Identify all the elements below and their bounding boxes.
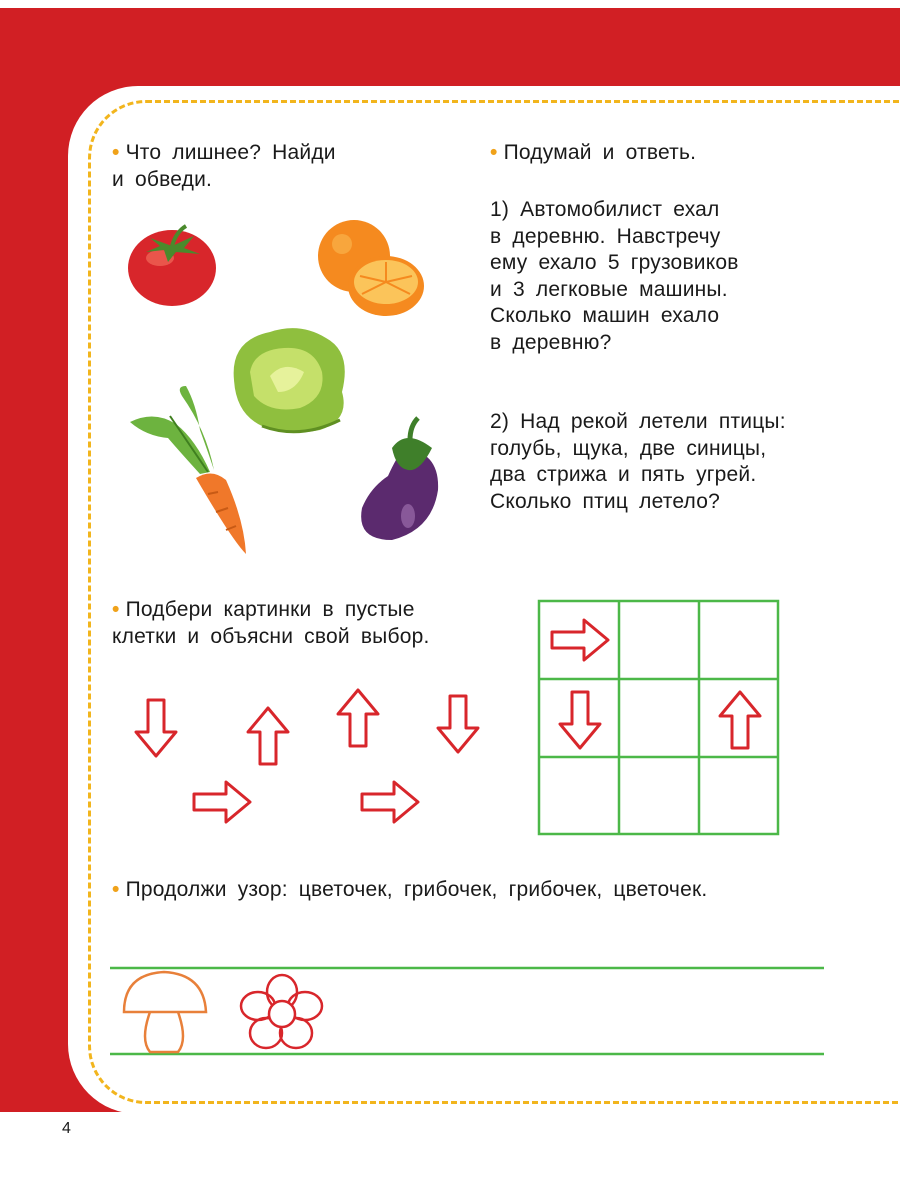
eggplant-icon[interactable] [361, 418, 438, 540]
q2-line: голубь, щука, две синицы, [490, 436, 767, 460]
q1-line: ему ехало 5 грузовиков [490, 251, 739, 274]
grid-arrow-down-icon [560, 692, 600, 748]
bullet-icon: • [490, 141, 498, 164]
q1-line: в деревню. Навстречу [490, 224, 721, 248]
flower-icon[interactable] [241, 975, 322, 1048]
carrot-icon[interactable] [130, 386, 246, 554]
q2-line: Сколько птиц летело? [490, 489, 720, 513]
arrow-down-icon[interactable] [136, 700, 176, 756]
cabbage-icon[interactable] [234, 328, 345, 432]
q1-line: в деревню? [490, 330, 612, 354]
mushroom-icon[interactable] [124, 972, 206, 1052]
task-think-title-text: Подумай и ответь. [503, 141, 697, 164]
page-number: 4 [62, 1120, 71, 1137]
arrow-right-icon[interactable] [194, 782, 250, 822]
arrow-right-icon[interactable] [362, 782, 418, 822]
task-odd-line2: и обведи. [112, 167, 213, 191]
task-odd-line1: Что лишнее? Найди [125, 141, 336, 164]
arrow-down-icon[interactable] [438, 696, 478, 752]
q1-line: и 3 легковые машины. [490, 277, 728, 301]
q1-line: 1) Автомобилист ехал [490, 198, 720, 221]
bullet-icon: • [112, 141, 120, 164]
orange-icon[interactable] [318, 220, 424, 316]
task-pick-line1: Подбери картинки в пустые [125, 598, 415, 621]
grid-arrow-right-icon [552, 620, 608, 660]
grid-arrow-up-icon [720, 692, 760, 748]
q2-line: два стрижа и пять угрей. [490, 463, 757, 486]
tomato-icon[interactable] [128, 226, 216, 306]
q1-line: Сколько машин ехало [490, 304, 720, 327]
arrow-up-icon[interactable] [248, 708, 288, 764]
bullet-icon: • [112, 598, 120, 621]
bullet-icon: • [112, 878, 120, 901]
q2-line: 2) Над рекой летели птицы: [490, 410, 786, 433]
task-pick-line2: клетки и объясни свой выбор. [112, 624, 430, 648]
arrow-up-icon[interactable] [338, 690, 378, 746]
task-pattern-text: Продолжи узор: цветочек, грибочек, грибочек, цветочек. [125, 878, 708, 901]
